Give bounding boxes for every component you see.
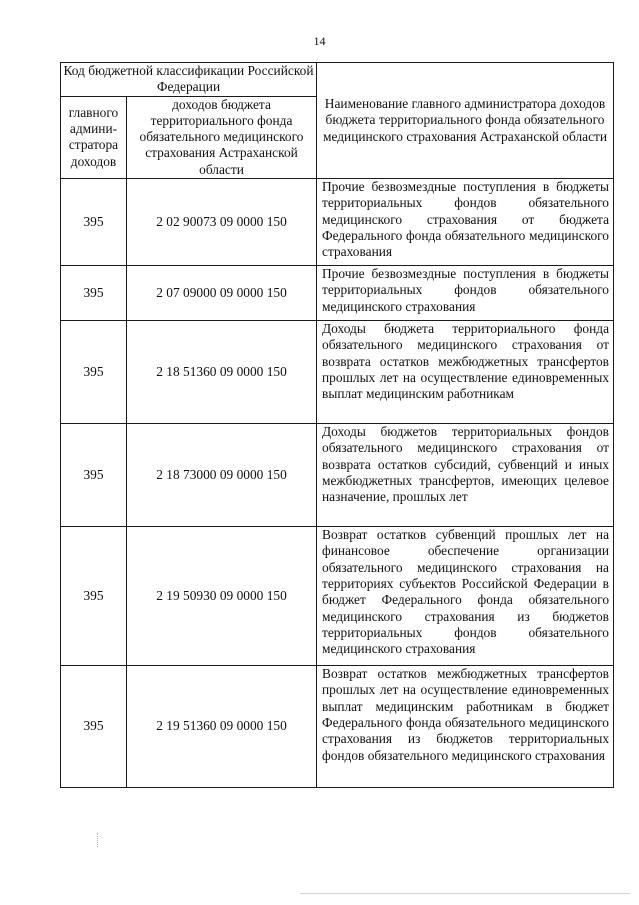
table-row (61, 527, 614, 666)
scan-mark (97, 833, 102, 847)
revenue-name-cell: Возврат остатков субвенций прошлых лет на финансовое обеспечение организации обязательного медицинского страхования на территориях субъектов Российской Федерации в бюджет Федерального фонда обязательного медицинского страхования из бюджетов территориальных фондов обязательного медицинского страхования (317, 527, 614, 666)
administrator-code-cell: 395 (61, 527, 127, 666)
revenue-name-cell: Доходы бюджетов территориальных фондов обязательного медицинского страхования от возврата остатков субсидий, субвенций и иных межбюджетных трансфертов, имеющих целевое назначение, прошлых лет (317, 424, 614, 527)
revenue-code-cell: 2 18 73000 09 0000 150 (127, 424, 317, 527)
administrator-code-cell: 395 (61, 424, 127, 527)
revenue-code-cell: 2 19 50930 09 0000 150 (127, 527, 317, 666)
header-main-administrator: главного админи-стратора доходов (61, 96, 127, 178)
table-row (61, 321, 614, 424)
revenue-code-cell: 2 07 09000 09 0000 150 (127, 266, 317, 321)
header-budget-classification-code: Код бюджетной классификации Российской Федерации (61, 63, 317, 97)
table-row (61, 424, 614, 527)
administrator-code-cell: 395 (61, 321, 127, 424)
revenue-name-cell: Доходы бюджета территориального фонда обязательного медицинского страхования от возврата остатков межбюджетных трансфертов прошлых лет на осуществление единовременных выплат медицинским работникам (317, 321, 614, 424)
header-administrator-name: Наименование главного администратора доходов бюджета территориального фонда обязательного медицинского страхования Астраханской области (317, 63, 614, 179)
administrator-code-cell: 395 (61, 666, 127, 788)
administrator-code-cell: 395 (61, 179, 127, 266)
revenue-name-cell: Прочие безвозмездные поступления в бюджеты территориальных фондов обязательного медицинского страхования (317, 266, 614, 321)
revenue-name-cell: Прочие безвозмездные поступления в бюджеты территориальных фондов обязательного медицинского страхования от бюджета Федерального фонда обязательного медицинского страхования (317, 179, 614, 266)
revenue-code-cell: 2 02 90073 09 0000 150 (127, 179, 317, 266)
revenue-code-cell: 2 18 51360 09 0000 150 (127, 321, 317, 424)
administrator-code-cell: 395 (61, 266, 127, 321)
table-row (61, 179, 614, 266)
budget-classification-table (60, 62, 614, 788)
table-row (61, 266, 614, 321)
revenue-code-cell: 2 19 51360 09 0000 150 (127, 666, 317, 788)
revenue-name-cell: Возврат остатков межбюджетных трансфертов прошлых лет на осуществление единовременных выплат медицинским работникам в бюджет Федерального фонда обязательного медицинского страхования из бюджетов территориальных фондов обязательного медицинского страхования (317, 666, 614, 788)
scan-edge-line (300, 893, 630, 894)
page-number: 14 (313, 34, 326, 48)
table-row (61, 666, 614, 788)
header-revenue-code: доходов бюджета территориального фонда обязательного медицинского страхования Астраханской области (127, 96, 317, 178)
